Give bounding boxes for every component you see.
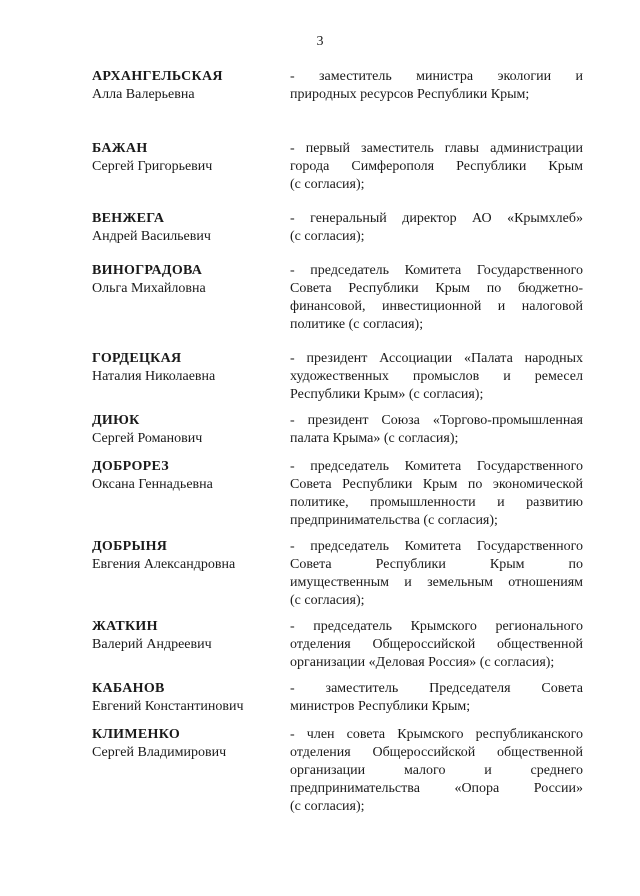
member-given-name: Ольга Михайловна [92, 281, 206, 296]
position-line: Совета Республики Крым по [290, 557, 583, 572]
member-given-name: Евгений Константинович [92, 699, 244, 714]
position-line: имущественным и земельным отношениям [290, 575, 583, 590]
member-name [92, 538, 282, 574]
page-number: 3 [316, 34, 324, 49]
member-given-name: Алла Валерьевна [92, 87, 195, 102]
member-name [92, 68, 282, 104]
position-line: финансовой, инвестиционной и налоговой [290, 299, 583, 314]
position-line: министров Республики Крым; [290, 699, 471, 714]
member-surname: ДИЮК [92, 413, 140, 428]
member-name [92, 140, 282, 176]
member-position [290, 458, 583, 530]
member-surname: ДОБРЫНЯ [92, 539, 168, 554]
position-line: - председатель Комитета Государственного [290, 459, 583, 474]
member-given-name: Валерий Андреевич [92, 637, 212, 652]
member-surname: КЛИМЕНКО [92, 727, 181, 742]
position-line: отделения Общероссийской общественной [290, 745, 583, 760]
member-surname: ДОБРОРЕЗ [92, 459, 169, 474]
member-position [290, 350, 583, 404]
position-line: художественных промыслов и ремесел [290, 369, 583, 384]
member-name [92, 726, 282, 762]
position-line: - член совета Крымского республиканского [290, 727, 583, 742]
member-surname: БАЖАН [92, 141, 148, 156]
position-line: (с согласия); [290, 593, 365, 608]
position-line: - заместитель министра экологии и [290, 69, 583, 84]
position-line: - председатель Комитета Государственного [290, 263, 583, 278]
member-name [92, 618, 282, 654]
position-line: предпринимательства (с согласия); [290, 513, 498, 528]
position-line: - президент Союза «Торгово-промышленная [290, 413, 583, 428]
position-line: города Симферополя Республики Крым [290, 159, 583, 174]
member-surname: ВЕНЖЕГА [92, 211, 165, 226]
position-line: Совета Республики Крым по бюджетно- [290, 281, 583, 296]
member-surname: ЖАТКИН [92, 619, 158, 634]
member-position [290, 412, 583, 448]
member-name [92, 680, 282, 716]
position-line: политике, промышленности и развитию [290, 495, 583, 510]
member-position [290, 726, 583, 816]
member-given-name: Оксана Геннадьевна [92, 477, 213, 492]
position-line: - заместитель Председателя Совета [290, 681, 583, 696]
member-position [290, 262, 583, 334]
position-line: природных ресурсов Республики Крым; [290, 87, 530, 102]
member-given-name: Сергей Владимирович [92, 745, 227, 760]
position-line: палата Крыма» (с согласия); [290, 431, 459, 446]
position-line: отделения Общероссийской общественной [290, 637, 583, 652]
member-position [290, 210, 583, 246]
member-position [290, 68, 583, 104]
member-name [92, 458, 282, 494]
member-position [290, 140, 583, 194]
position-line: организации малого и среднего [290, 763, 583, 778]
member-given-name: Наталия Николаевна [92, 369, 216, 384]
position-line: - генеральный директор АО «Крымхлеб» [290, 211, 583, 226]
member-name [92, 350, 282, 386]
member-name [92, 412, 282, 448]
position-line: предпринимательства «Опора России» [290, 781, 583, 796]
position-line: - председатель Комитета Государственного [290, 539, 583, 554]
position-line: Республики Крым» (с согласия); [290, 387, 484, 402]
member-given-name: Сергей Романович [92, 431, 203, 446]
position-line: политике (с согласия); [290, 317, 424, 332]
position-line: - председатель Крымского регионального [290, 619, 583, 634]
member-surname: ВИНОГРАДОВА [92, 263, 203, 278]
member-name [92, 210, 282, 246]
member-surname: АРХАНГЕЛЬСКАЯ [92, 69, 223, 84]
member-given-name: Евгения Александровна [92, 557, 236, 572]
position-line: Совета Республики Крым по экономической [290, 477, 583, 492]
position-line: (с согласия); [290, 229, 365, 244]
member-surname: ГОРДЕЦКАЯ [92, 351, 182, 366]
member-position [290, 680, 583, 716]
member-given-name: Сергей Григорьевич [92, 159, 213, 174]
position-line: - президент Ассоциации «Палата народных [290, 351, 583, 366]
member-given-name: Андрей Васильевич [92, 229, 211, 244]
position-line: организации «Деловая Россия» (с согласия); [290, 655, 555, 670]
position-line: (с согласия); [290, 177, 365, 192]
member-name [92, 262, 282, 298]
member-position [290, 618, 583, 672]
position-line: - первый заместитель главы администрации [290, 141, 583, 156]
member-surname: КАБАНОВ [92, 681, 165, 696]
member-position [290, 538, 583, 610]
position-line: (с согласия); [290, 799, 365, 814]
